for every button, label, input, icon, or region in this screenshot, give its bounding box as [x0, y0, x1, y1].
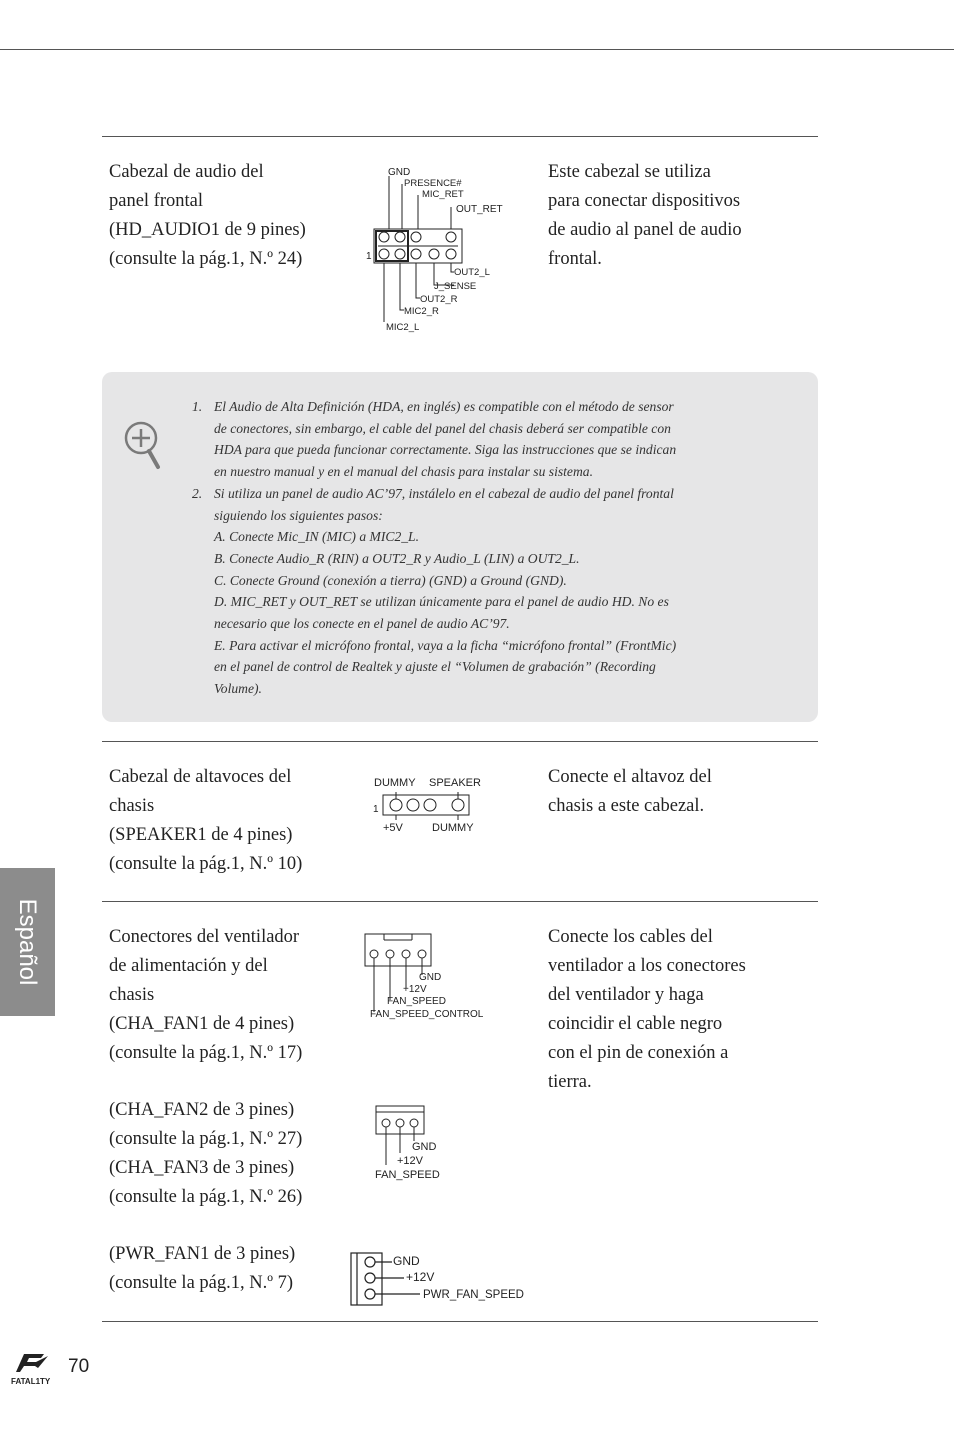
note-line: siguiendo los siguientes pasos: — [214, 507, 383, 523]
label-gnd: GND — [419, 972, 442, 983]
text-line: del ventilador y haga — [548, 985, 704, 1005]
speaker-header-description — [109, 763, 329, 879]
note-line: A. Conecte Mic_IN (MIC) a MIC2_L. — [214, 529, 419, 545]
hd-audio-pin-diagram — [362, 162, 512, 337]
label-mic-ret: MIC_RET — [422, 189, 464, 200]
label-dummy-top: DUMMY — [374, 777, 416, 789]
label-out2-r: OUT2_R — [420, 294, 458, 305]
text-line: panel frontal — [109, 191, 203, 211]
text-line: (consulte la pág.1, N.º 10) — [109, 854, 303, 874]
text-line: (consulte la pág.1, N.º 7) — [109, 1273, 294, 1293]
label-gnd: GND — [393, 1254, 420, 1268]
label-fan-speed: FAN_SPEED — [387, 996, 446, 1007]
label-j-sense: J_SENSE — [434, 281, 477, 292]
section-divider — [102, 1321, 818, 1322]
audio-header-description — [109, 158, 329, 274]
text-line: Cabezal de altavoces del — [109, 767, 292, 787]
note-item — [192, 483, 762, 700]
text-line: Conecte los cables del — [548, 927, 713, 947]
section-divider — [102, 136, 818, 137]
text-line: coincidir el cable negro — [548, 1014, 723, 1034]
note-line: Volume). — [214, 681, 262, 697]
cha-fan-3pin-diagram — [372, 1103, 462, 1183]
text-line: (consulte la pág.1, N.º 24) — [109, 249, 303, 269]
cha-fan1-4pin-diagram — [360, 930, 492, 1022]
text-line: chasis — [109, 796, 155, 816]
label-mic2-r: MIC2_R — [404, 306, 439, 317]
text-line: Este cabezal se utiliza — [548, 162, 711, 182]
logo-wordmark: FATAL1TY — [11, 1377, 51, 1386]
label-fan-speed-control: FAN_SPEED_CONTROL — [370, 1009, 484, 1020]
note-line: C. Conecte Ground (conexión a tierra) (GND) a Ground (GND). — [214, 572, 567, 588]
text-line: frontal. — [548, 249, 602, 269]
note-line: HDA para que pueda funcionar correctamente. Siga las instrucciones que se indican — [214, 442, 677, 458]
label-mic2-l: MIC2_L — [386, 322, 420, 333]
label-presence: PRESENCE# — [404, 178, 462, 189]
note-line: El Audio de Alta Definición (HDA, en inglés) es compatible con el método de sensor — [214, 399, 674, 414]
note-line: necesario que los conecte en el panel de audio AC’97. — [214, 616, 510, 632]
note-line: en nuestro manual y en el manual del chasis para instalar su sistema. — [214, 464, 593, 480]
text-line: (consulte la pág.1, N.º 26) — [109, 1187, 303, 1207]
text-line: (SPEAKER1 de 4 pines) — [109, 825, 293, 845]
pwr-fan-description — [109, 1240, 329, 1298]
audio-header-instructions — [548, 158, 778, 274]
fatal1ty-logo — [10, 1352, 66, 1388]
text-line: de alimentación y del — [109, 956, 268, 976]
fan-header-instructions — [548, 923, 778, 1097]
language-tab-label: Español — [14, 898, 41, 986]
note-number: 2. — [192, 485, 203, 501]
label-12v: +12V — [397, 1155, 423, 1167]
text-line: (PWR_FAN1 de 3 pines) — [109, 1244, 296, 1264]
text-line: chasis — [109, 985, 155, 1005]
section-divider — [102, 741, 818, 742]
text-line: (CHA_FAN1 de 4 pines) — [109, 1014, 295, 1034]
magnifier-plus-icon — [122, 418, 168, 474]
label-pin-1: 1 — [366, 251, 372, 262]
speaker-header-instructions — [548, 763, 778, 821]
text-line: Cabezal de audio del — [109, 162, 264, 182]
text-line: con el pin de conexión a — [548, 1043, 729, 1063]
text-line: tierra. — [548, 1072, 592, 1092]
note-line: de conectores, sin embargo, el cable del panel del chasis deberá ser compatible con — [214, 420, 671, 436]
fan-header-description — [109, 923, 329, 1068]
label-dummy-bottom: DUMMY — [432, 822, 474, 834]
label-pwr-fan-speed: PWR_FAN_SPEED — [423, 1289, 524, 1301]
label-out-ret: OUT_RET — [456, 204, 503, 215]
top-rule — [0, 49, 954, 50]
text-line: de audio al panel de audio — [548, 220, 742, 240]
pwr-fan1-3pin-diagram — [348, 1250, 534, 1308]
fan-3pin-description — [109, 1096, 329, 1212]
label-5v: +5V — [383, 822, 403, 834]
note-line: D. MIC_RET y OUT_RET se utilizan únicamente para el panel de audio HD. No es — [214, 594, 669, 610]
text-line: (consulte la pág.1, N.º 17) — [109, 1043, 303, 1063]
page-number: 70 — [68, 1356, 90, 1377]
label-speaker: SPEAKER — [429, 777, 481, 789]
note-item — [192, 396, 762, 483]
note-line: en el panel de control de Realtek y ajuste el “Volumen de grabación” (Recording — [214, 659, 656, 675]
label-fan-speed: FAN_SPEED — [375, 1169, 440, 1181]
speaker-pin-diagram — [368, 770, 498, 836]
text-line: ventilador a los conectores — [548, 956, 746, 976]
text-line: Conecte el altavoz del — [548, 767, 712, 787]
text-line: (consulte la pág.1, N.º 27) — [109, 1129, 303, 1149]
text-line: (HD_AUDIO1 de 9 pines) — [109, 220, 306, 240]
text-line: para conectar dispositivos — [548, 191, 741, 211]
note-list — [192, 396, 762, 700]
label-out2-l: OUT2_L — [454, 267, 490, 278]
label-gnd: GND — [388, 167, 411, 178]
label-gnd: GND — [412, 1141, 437, 1153]
section-divider — [102, 901, 818, 902]
label-pin-1: 1 — [373, 804, 379, 815]
text-line: (CHA_FAN2 de 3 pines) — [109, 1100, 295, 1120]
note-line: E. Para activar el micrófono frontal, vaya a la ficha “micrófono frontal” (FrontMic) — [214, 637, 677, 653]
text-line: Conectores del ventilador — [109, 927, 300, 947]
label-12v: +12V — [406, 1270, 435, 1284]
note-line: Si utiliza un panel de audio AC’97, instálelo en el cabezal de audio del panel frontal — [214, 485, 674, 501]
label-12v: +12V — [403, 984, 427, 995]
note-number: 1. — [192, 399, 203, 414]
text-line: (CHA_FAN3 de 3 pines) — [109, 1158, 295, 1178]
text-line: chasis a este cabezal. — [548, 796, 705, 816]
language-tab — [0, 868, 55, 1016]
note-line: B. Conecte Audio_R (RIN) a OUT2_R y Audio_L (LIN) a OUT2_L. — [214, 550, 580, 566]
